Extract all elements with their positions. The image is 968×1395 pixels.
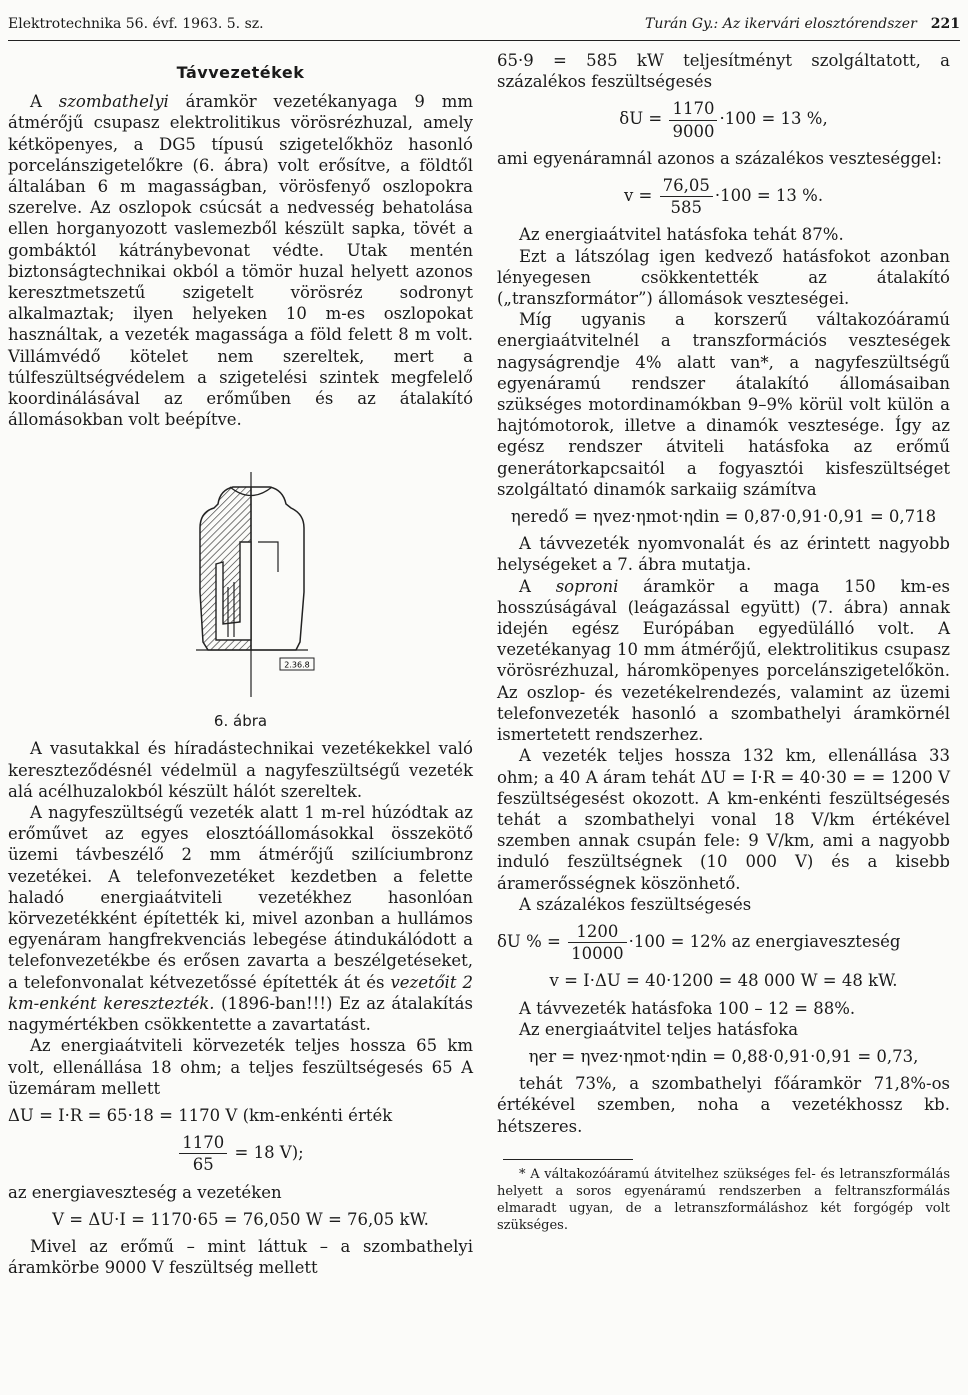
text: A xyxy=(519,576,556,596)
text: A xyxy=(30,92,59,112)
paragraph xyxy=(8,91,473,430)
footnote-divider xyxy=(503,1159,633,1160)
equation: ηer = ηvez·ηmot·ηdin = 0,88·0,91·0,91 = 0,73, xyxy=(528,1046,919,1066)
equation: ηeredő = ηvez·ηmot·ηdin = 0,87·0,91·0,91 = 0,718 xyxy=(510,507,937,527)
equation xyxy=(497,175,950,218)
equation-lhs: δU = xyxy=(619,109,663,129)
denominator: 9000 xyxy=(672,121,715,141)
paragraph xyxy=(8,802,473,1035)
section-title: Távvezetékek xyxy=(176,63,305,82)
equation: V = ΔU·I = 1170·65 = 76,050 W = 76,05 kW. xyxy=(52,1209,429,1229)
figure-6 xyxy=(8,442,473,732)
paragraph: tehát 73%, a szombathelyi főáramkör 71,8%-os értékével szemben, noha a vezetékhossz kb. hétszeres. xyxy=(497,1074,950,1136)
paragraph: Az energiaátvitel hatásfoka tehát 87%. xyxy=(519,225,844,245)
figure-caption: 6. ábra xyxy=(213,712,268,731)
equation: ΔU = I·R = 65·18 = 1170 V (km-enkénti érték xyxy=(8,1105,393,1125)
paragraph: A vasutakkal és híradástechnikai vezetékekkel való kereszteződésnél védelmül a nagyfeszültségű vezeték alá acélhuzalokból készült hálót szereltek. xyxy=(8,739,473,801)
emphasis: vezetőit 2 km-enként keresztezték. xyxy=(8,972,473,1013)
paragraph xyxy=(497,576,950,746)
author-title-text: Turán Gy.: Az ikervári elosztórendszer xyxy=(645,16,917,32)
equation: v = I·ΔU = 40·1200 = 48 000 W = 48 kW. xyxy=(549,971,898,991)
equation xyxy=(8,1132,473,1175)
denominator: 585 xyxy=(670,198,702,218)
paragraph: A távvezeték hatásfoka 100 – 12 = 88%. xyxy=(519,998,856,1018)
paragraph: Ezt a látszólag igen kedvező hatásfokot azonban lényegesen csökkentették az átalakító („transzformátor”) állomások veszteségei. xyxy=(497,246,950,309)
right-column xyxy=(497,50,950,1234)
equation-lhs: δU % = xyxy=(497,932,561,952)
fraction xyxy=(669,98,717,141)
paragraph: Mivel az erőmű – mint láttuk – a szombathelyi áramkörbe 9000 V feszültség mellett xyxy=(8,1236,473,1278)
equation xyxy=(497,98,950,141)
fraction xyxy=(179,1132,227,1175)
numerator: 76,05 xyxy=(660,175,713,197)
denominator: 65 xyxy=(192,1155,214,1175)
text: (1896-ban!!!) Ez az átalakítás nagymértékben csökkentette a zavartatást. xyxy=(8,993,473,1035)
paragraph: Az energiaátvitel teljes hatásfoka xyxy=(519,1019,799,1039)
numerator: 1200 xyxy=(568,921,627,943)
equation xyxy=(497,921,950,964)
emphasis: soproni xyxy=(555,576,619,596)
text: áramkör a maga 150 km-es hosszúságával (leágazással együtt) (7. ábra) annak idején egész Európában egyedülálló volt. A vezetékanyag 10 mm átmérőjű, elektrolitikus csupasz vörösrézhuzal, háromköpenyes porcelánszigetelőkön. Az oszlop- és vezetékelrendezés, valamint az üzemi telefonvezeték hasonló a szombathelyi áramkörnél ismertetett rendszerhez. xyxy=(497,576,950,745)
footnote: * A váltakozóáramú átvitelhez szükséges fel- és letranszformálás helyett a soros egyenáramú rendszerben a feltranszformálás elmaradt ugyan, de a letranszformáláshoz két forgógép volt szükséges. xyxy=(497,1166,950,1233)
equation-rest: ·100 = 13 %, xyxy=(719,109,828,129)
emphasis: szombathelyi xyxy=(58,92,169,112)
figure-tag: 2.36.8 xyxy=(284,660,310,670)
fraction xyxy=(568,921,627,964)
equation-lhs: v = xyxy=(623,186,653,206)
text: A nagyfeszültségű vezeték alatt 1 m-rel húzódtak az erőművet az egyes elosztóállomásokkal összekötő üzemi távbeszélő 2 mm átmérőjű szilíciumbronz vezetékei. A telefonvezetéket kezdetben a felette haladó energiaátviteli vezetékhez hasonlóan körvezetékként építették ki, mivel azonban a hullámos egyenáram hangfrekvenciás lebegése átindukálódott a telefonvezetékbe és erősen zavarta a beszélgetéseket, a telefonvonalat kétvezetőssé építették át és xyxy=(8,803,473,992)
paragraph: az energiaveszteség a vezetéken xyxy=(8,1182,282,1202)
page-number: 221 xyxy=(930,16,960,32)
paragraph: A százalékos feszültségesés xyxy=(519,894,752,914)
insulator-cross-section-drawing xyxy=(8,442,473,712)
text: áramkör vezetékanyaga 9 mm átmérőjű csupasz elektrolitikus vörösrézhuzal, amely kétköpenyes, a DG5 típusú szigetelőkhöz hasonló porcelánszigetelőkre (6. ábra) volt erősítve, a földtől általában 6 m magasságban, vörösfenyő oszlopokra szerelve. Az oszlopok csúcsát a nedvesség behatolása ellen horganyozott vaslemezből készült sapka, tövét a gombáktól kátránybevonat védte. Utak mentén biztonságtechnikai okból a tömör huzal helyett azonos keresztmetszetű szigetelt vörösréz sodronyt alkalmaztak; ilyen helyeken 10 m-es oszlopokat használtak, a vezeték magassága a föld felett 8 m volt. Villámvédő kötelet nem szereltek, mert a túlfeszültségvédelem a szigetelési szintek megfelelő koordinálásával az erőműben és az átalakító állomásokban volt beépítve. xyxy=(8,92,473,430)
running-header xyxy=(8,14,960,41)
equation-rest: = 18 V); xyxy=(234,1143,304,1163)
paragraph: Míg ugyanis a korszerű váltakozóáramú energiaátvitelnél a transzformációs veszteségek nagyságrendje 4% alatt van*, a nagyfeszültségű egyenáramú rendszer átalakító állomásaiban szükséges motordinamókban 9–9% körül volt külön a hajtómotorok, illetve a dinamók vesztesége. Így az egész rendszer átviteli hatásfoka az erőmű generátorkapcsaitól a fogyasztói kisfeszültséget szolgáltató dinamók sarkaiig számítva xyxy=(497,310,950,499)
paragraph: 65·9 = 585 kW teljesítményt szolgáltatott, a százalékos feszültségesés xyxy=(497,51,950,92)
paragraph: Az energiaátviteli körvezeték teljes hossza 65 km volt, ellenállása 18 ohm; a teljes feszültségesés 65 A üzemáram mellett xyxy=(8,1036,473,1098)
article-author-title xyxy=(645,16,960,32)
fraction xyxy=(660,175,713,218)
numerator: 1170 xyxy=(179,1132,227,1154)
paragraph: A vezeték teljes hossza 132 km, ellenállása 33 ohm; a 40 A áram tehát ΔU = I·R = 40·30 = = 1200 V feszültségesést okozott. A km-enkénti feszültségesés tehát a szombathelyi vonal 18 V/km értékével szemben annak csupán fele: 9 V/km, ami a nagyobb induló feszültségnek (10 000 V) és a kisebb áramerősségnek köszönhető. xyxy=(497,746,950,893)
left-column xyxy=(8,50,473,1278)
paragraph: A távvezeték nyomvonalát és az érintett nagyobb helységeket a 7. ábra mutatja. xyxy=(497,534,950,575)
equation-rest: ·100 = 13 %. xyxy=(714,186,824,206)
journal-citation: Elektrotechnika 56. évf. 1963. 5. sz. xyxy=(8,16,264,32)
equation-rest: ·100 = 12% az energiaveszteség xyxy=(628,932,901,952)
paragraph: ami egyenáramnál azonos a százalékos veszteséggel: xyxy=(497,148,942,168)
denominator: 10000 xyxy=(571,944,624,964)
numerator: 1170 xyxy=(669,98,717,120)
